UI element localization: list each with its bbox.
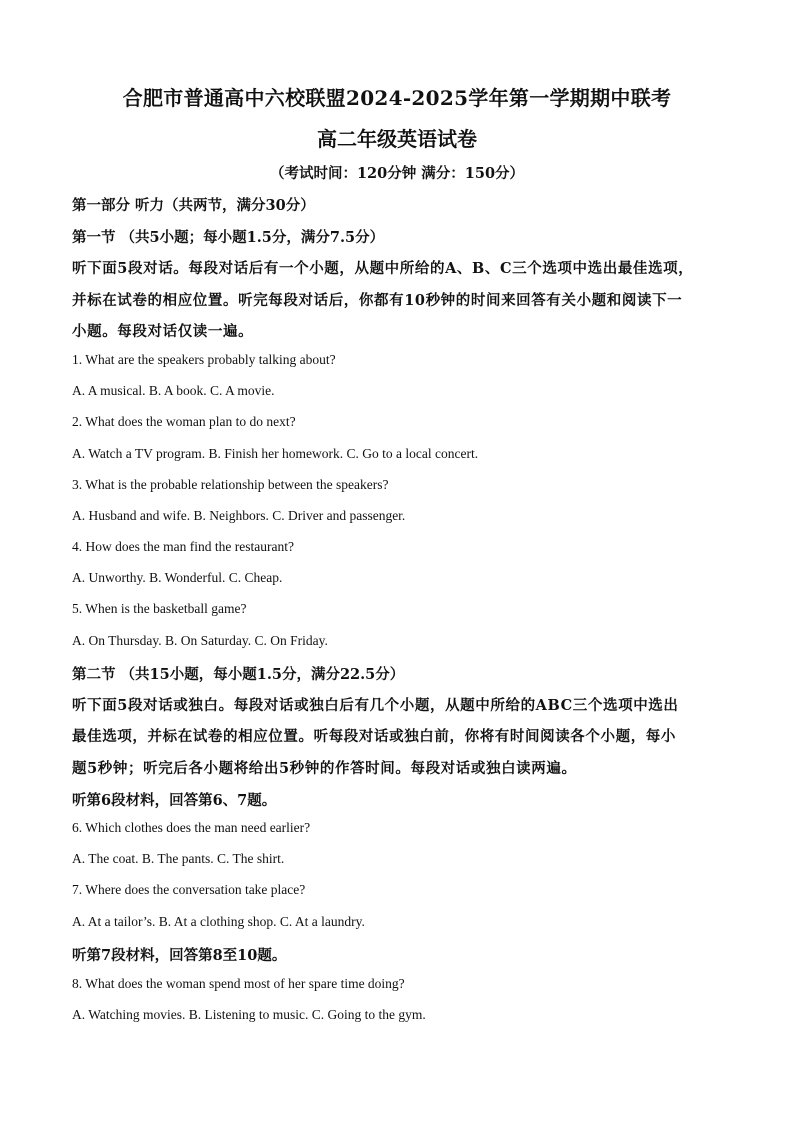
question-8: 8. What does the woman spend most of her spare time doing?	[72, 976, 405, 991]
question-3: 3. What is the probable relationship between the speakers?	[72, 477, 389, 492]
question-2-options: A. Watch a TV program. B. Finish her homework. C. Go to a local concert.	[72, 446, 479, 461]
question-7: 7. Where does the conversation take place?	[72, 882, 306, 897]
exam-subtitle: 高二年级英语试卷	[317, 127, 477, 151]
section2-instruction-line: 题5秒钟；听完后各小题将给出5秒钟的作答时间。每段对话或独白读两遍。	[72, 760, 577, 777]
part1-heading: 第一部分 听力（共两节，满分30分）	[72, 197, 315, 214]
question-8-options: A. Watching movies. B. Listening to music. C. Going to the gym.	[72, 1007, 426, 1022]
section1-instruction-line: 并标在试卷的相应位置。听完每段对话后，你都有10秒钟的时间来回答有关小题和阅读下一	[72, 292, 683, 309]
question-4: 4. How does the man find the restaurant?	[72, 539, 294, 554]
section1-instruction-line: 听下面5段对话。每段对话后有一个小题，从题中所给的A、B、C三个选项中选出最佳选项，	[72, 260, 694, 277]
exam-title: 合肥市普通高中六校联盟2024-2025学年第一学期期中联考	[122, 86, 672, 110]
question-6: 6. Which clothes does the man need earlier?	[72, 820, 311, 835]
section1-instruction-line: 小题。每段对话仅读一遍。	[72, 323, 254, 340]
section1-heading: 第一节 （共5小题；每小题1.5分，满分7.5分）	[72, 229, 385, 246]
question-3-options: A. Husband and wife. B. Neighbors. C. Driver and passenger.	[72, 508, 406, 523]
section2-instruction-line: 听下面5段对话或独白。每段对话或独白后有几个小题，从题中所给的ABC三个选项中选出	[72, 697, 679, 714]
question-5-options: A. On Thursday. B. On Saturday. C. On Friday.	[72, 633, 328, 648]
question-7-options: A. At a tailor’s. B. At a clothing shop. C. At a laundry.	[72, 914, 365, 929]
question-4-options: A. Unworthy. B. Wonderful. C. Cheap.	[72, 570, 283, 585]
exam-info: （考试时间：120分钟 满分：150分）	[269, 165, 525, 182]
question-2: 2. What does the woman plan to do next?	[72, 414, 296, 429]
question-1: 1. What are the speakers probably talking about?	[72, 352, 336, 367]
material7-heading: 听第7段材料，回答第8至10题。	[72, 947, 287, 964]
question-6-options: A. The coat. B. The pants. C. The shirt.	[72, 851, 285, 866]
section2-instruction-line: 最佳选项，并标在试卷的相应位置。听每段对话或独白前，你将有时间阅读各个小题，每小	[72, 728, 676, 745]
material6-heading: 听第6段材料，回答第6、7题。	[72, 792, 277, 809]
question-5: 5. When is the basketball game?	[72, 601, 247, 616]
question-1-options: A. A musical. B. A book. C. A movie.	[72, 383, 275, 398]
section2-heading: 第二节 （共15小题，每小题1.5分，满分22.5分）	[72, 666, 405, 683]
